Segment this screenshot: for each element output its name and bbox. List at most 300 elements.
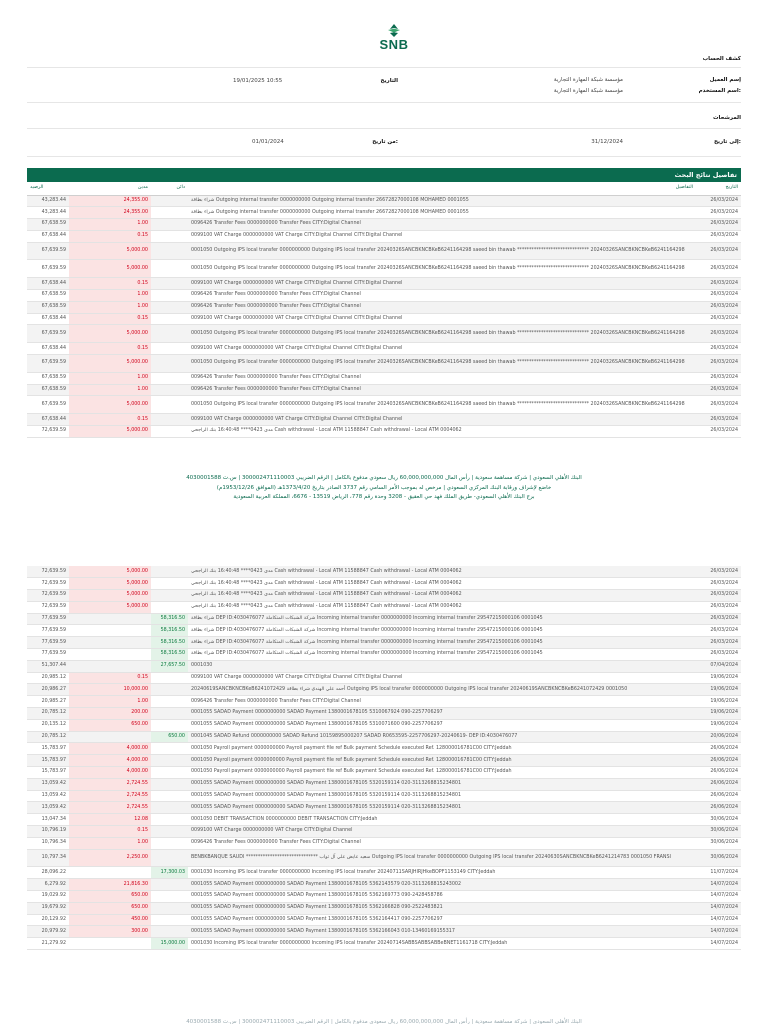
credit-cell: [151, 426, 188, 438]
details-cell: 0001050 Payroll payment 0000000000 Payroll payment file ref Bulk payment Schedule executed Ref. 128000016781C00 CITY:Jeddah: [188, 743, 696, 755]
date-cell: 26/06/2024: [696, 802, 741, 814]
balance-cell: 20,986.27: [27, 684, 69, 696]
debit-cell: 650.00: [69, 891, 151, 903]
date-cell: 30/06/2024: [696, 826, 741, 838]
debit-cell: 1.00: [69, 372, 151, 384]
table-row: [27, 290, 741, 302]
table-row: [27, 637, 741, 649]
details-cell: 0099100 VAT Charge 0000000000 VAT Charge CITY:Digital Channel CITY:Digital Channel: [188, 230, 696, 242]
credit-cell: [151, 242, 188, 260]
balance-cell: 67,639.59: [27, 242, 69, 260]
debit-cell: 2,724.55: [69, 790, 151, 802]
credit-cell: [151, 290, 188, 302]
credit-cell: [151, 384, 188, 396]
debit-cell: 0.15: [69, 672, 151, 684]
date-cell: 26/06/2024: [696, 790, 741, 802]
date-cell: 19/06/2024: [696, 708, 741, 720]
debit-cell: 1.00: [69, 384, 151, 396]
details-cell: 0001055 SADAD Payment 0000000000 SADAD Payment 1380001678105 5320159114 020-3113268815234801: [188, 778, 696, 790]
debit-cell: 300.00: [69, 926, 151, 938]
debit-cell: 4,000.00: [69, 743, 151, 755]
balance-cell: 67,639.59: [27, 325, 69, 343]
balance-cell: 10,796.34: [27, 837, 69, 849]
credit-cell: [151, 590, 188, 602]
date-cell: 14/07/2024: [696, 914, 741, 926]
divider: [27, 102, 741, 103]
debit-cell: 5,000.00: [69, 242, 151, 260]
table-row: [27, 914, 741, 926]
table-row: [27, 195, 741, 207]
balance-cell: 20,135.12: [27, 719, 69, 731]
debit-cell: 4,000.00: [69, 755, 151, 767]
details-cell: شراء بطاقة Outgoing internal transfer 0000000000 Outgoing internal transfer 26672827000108 MOHAMED 0001055: [188, 207, 696, 219]
filters-title: المرشحات: [712, 115, 741, 121]
footer-line-3: برج البنك الأهلي السعودي- طريق الملك فهد حي العقيق - 3208 وحدة رقم 778، الرياض 13519 - 6676، المملكة العربية السعودية: [233, 494, 535, 500]
date-cell: 26/03/2024: [696, 414, 741, 426]
table-row: [27, 625, 741, 637]
balance-cell: 67,638.59: [27, 372, 69, 384]
details-cell: 0099100 VAT Charge 0000000000 VAT Charge CITY:Digital Channel CITY:Digital Channel: [188, 278, 696, 290]
table-row: [27, 938, 741, 950]
debit-cell: [69, 625, 151, 637]
to-date-value: 31/12/2024: [591, 139, 623, 145]
debit-cell: [69, 637, 151, 649]
from-date-label: من تاريخ:: [372, 139, 398, 145]
balance-cell: 15,783.97: [27, 755, 69, 767]
credit-cell: [151, 814, 188, 826]
balance-cell: 19,029.92: [27, 891, 69, 903]
table-row: [27, 802, 741, 814]
date-cell: 26/03/2024: [696, 566, 741, 578]
debit-cell: 4,000.00: [69, 767, 151, 779]
balance-cell: 72,639.59: [27, 566, 69, 578]
credit-cell: [151, 396, 188, 414]
details-cell: 0001055 SADAD Payment 0000000000 SADAD Payment 1380001678105 5362169773 090-2428458786: [188, 891, 696, 903]
date-cell: 26/03/2024: [696, 290, 741, 302]
date-cell: 26/03/2024: [696, 384, 741, 396]
date-cell: 30/06/2024: [696, 849, 741, 867]
debit-cell: 24,355.00: [69, 207, 151, 219]
credit-cell: [151, 301, 188, 313]
balance-cell: 20,785.12: [27, 731, 69, 743]
date-cell: 26/03/2024: [696, 426, 741, 438]
details-cell: 0096426 Transfer Fees 0000000000 Transfer Fees CITY:Digital Channel: [188, 837, 696, 849]
debit-cell: 2,250.00: [69, 849, 151, 867]
table-row: [27, 826, 741, 838]
details-cell: مدى 0423**** 16:40:48 بنك الراجحي Cash withdrawal - Local ATM 11588847 Cash withdrawal - Local ATM 0004062: [188, 578, 696, 590]
balance-cell: 67,639.59: [27, 396, 69, 414]
balance-cell: 72,639.59: [27, 426, 69, 438]
balance-cell: 77,639.59: [27, 637, 69, 649]
debit-cell: 1.00: [69, 219, 151, 231]
credit-cell: [151, 837, 188, 849]
brand-name: SNB: [379, 37, 409, 52]
credit-cell: [151, 708, 188, 720]
details-cell: 0099100 VAT Charge 0000000000 VAT Charge CITY:Digital Channel CITY:Digital Channel: [188, 313, 696, 325]
details-cell: شراء بطاقة DEP ID:4030476077 شركة الشبكات المتكاملة Incoming internal transfer 0000000000 Incoming internal transfer 29547215000106 0001045: [188, 613, 696, 625]
table-row: [27, 790, 741, 802]
table-row: [27, 590, 741, 602]
bank-footer: [27, 474, 741, 503]
credit-cell: [151, 778, 188, 790]
date-cell: 26/03/2024: [696, 313, 741, 325]
table-row: [27, 313, 741, 325]
debit-cell: 24,355.00: [69, 195, 151, 207]
details-cell: مدى 0423**** 16:40:48 بنك الراجحي Cash withdrawal - Local ATM 11588847 Cash withdrawal - Local ATM 0004062: [188, 566, 696, 578]
table-row: [27, 355, 741, 373]
date-cell: 26/03/2024: [696, 396, 741, 414]
credit-cell: [151, 601, 188, 613]
table-row: [27, 613, 741, 625]
details-cell: 0001055 SADAD Payment 0000000000 SADAD Payment 1380001678105 5310071600 090-2257706297: [188, 719, 696, 731]
table-row: [27, 230, 741, 242]
balance-cell: 15,783.97: [27, 743, 69, 755]
balance-cell: 67,638.59: [27, 301, 69, 313]
balance-cell: 19,679.92: [27, 902, 69, 914]
balance-cell: 20,129.92: [27, 914, 69, 926]
date-label: التاريخ: [380, 78, 398, 84]
balance-cell: 67,638.59: [27, 384, 69, 396]
credit-cell: [151, 578, 188, 590]
credit-cell: [151, 719, 188, 731]
credit-cell: [151, 743, 188, 755]
balance-cell: 67,638.59: [27, 290, 69, 302]
results-title: تفاصيل نتائج البحث: [27, 168, 741, 182]
to-date-label: إلى تاريخ:: [714, 139, 741, 145]
table-row: [27, 372, 741, 384]
date-cell: 19/06/2024: [696, 696, 741, 708]
details-cell: 20240619SANCBKNCBKeB6241072429 أحمد علي الهندي شراء بطاقة Outgoing IPS local transfer 0000000000 Outgoing IPS local transfer 20240619SANCBKNCBKeB6241072429 0001050: [188, 684, 696, 696]
date-cell: 26/03/2024: [696, 601, 741, 613]
credit-cell: 650.00: [151, 731, 188, 743]
debit-cell: 650.00: [69, 902, 151, 914]
date-cell: 26/06/2024: [696, 755, 741, 767]
date-cell: 26/03/2024: [696, 649, 741, 661]
details-cell: 0001055 SADAD Payment 0000000000 SADAD Payment 1380001678105 5362166828 090-2522483821: [188, 902, 696, 914]
credit-cell: [151, 767, 188, 779]
table-row: [27, 325, 741, 343]
details-cell: مدى 0423**** 16:40:48 بنك الراجحي Cash withdrawal - Local ATM 11588847 Cash withdrawal - Local ATM 0004062: [188, 601, 696, 613]
details-cell: 0096426 Transfer Fees 0000000000 Transfer Fees CITY:Digital Channel: [188, 384, 696, 396]
date-cell: 26/03/2024: [696, 613, 741, 625]
date-value: 19/01/2025 10:55: [233, 78, 283, 84]
date-cell: 26/03/2024: [696, 590, 741, 602]
details-cell: 0001050 Outgoing IPS local transfer 0000000000 Outgoing IPS local transfer 20240326SANCBKNCBKeB6241164298 saeed bin thawab ****************************** 20240326SANCBKNCBKeB6241164298: [188, 242, 696, 260]
details-cell: 0096426 Transfer Fees 0000000000 Transfer Fees CITY:Digital Channel: [188, 219, 696, 231]
balance-cell: 51,307.44: [27, 660, 69, 672]
statement-title: كشف الحساب: [702, 56, 741, 62]
credit-cell: [151, 902, 188, 914]
debit-cell: 1.00: [69, 696, 151, 708]
details-cell: 0001030 Incoming IPS local transfer 0000000000 Incoming IPS local transfer 20240711SARJHIRJHkeBOPF1153149 CITY:Jeddah: [188, 867, 696, 879]
table-row: [27, 755, 741, 767]
credit-cell: [151, 566, 188, 578]
balance-cell: 77,639.59: [27, 625, 69, 637]
debit-cell: 650.00: [69, 719, 151, 731]
balance-cell: 20,985.27: [27, 696, 69, 708]
footer-line-1: البنك الأهلي السعودي | شركة مساهمة سعودية | رأس المال 60,000,000,000 ريال سعودي مدفوع بالكامل | الرقم الضريبي 300002471110003 | س.ت 4030001588: [186, 1019, 582, 1024]
balance-cell: 67,639.59: [27, 355, 69, 373]
transactions-table-page-2: [27, 566, 741, 950]
debit-cell: [69, 613, 151, 625]
date-cell: 30/06/2024: [696, 837, 741, 849]
credit-cell: [151, 926, 188, 938]
table-row: [27, 384, 741, 396]
credit-cell: [151, 826, 188, 838]
debit-cell: 0.15: [69, 278, 151, 290]
date-cell: 14/07/2024: [696, 891, 741, 903]
balance-cell: 13,059.42: [27, 790, 69, 802]
table-row: [27, 696, 741, 708]
table-header-row: [27, 182, 741, 195]
debit-cell: 10,000.00: [69, 684, 151, 696]
table-row: [27, 684, 741, 696]
credit-cell: [151, 219, 188, 231]
date-cell: 30/06/2024: [696, 814, 741, 826]
details-cell: 0001045 SADAD Refund 0000000000 SADAD Refund 10159895000207 SADAD R0653595-2257706297-20240619- DEP ID:4030476077: [188, 731, 696, 743]
details-cell: 0001050 Outgoing IPS local transfer 0000000000 Outgoing IPS local transfer 20240326SANCBKNCBKeB6241164298 saeed bin thawab ****************************** 20240326SANCBKNCBKeB6241164298: [188, 396, 696, 414]
balance-cell: 13,047.34: [27, 814, 69, 826]
balance-cell: 67,638.44: [27, 230, 69, 242]
details-cell: 0001050 DEBIT TRANSACTION 0000000000 DEBIT TRANSACTION CITY:Jeddah: [188, 814, 696, 826]
snb-emblem-icon: [385, 24, 403, 38]
credit-cell: [151, 372, 188, 384]
debit-cell: [69, 649, 151, 661]
date-cell: 26/03/2024: [696, 637, 741, 649]
credit-cell: 27,657.50: [151, 660, 188, 672]
date-header: التاريخ: [696, 182, 741, 195]
details-cell: BENBKBANQUE SAUDI ****************************** سعيد عايض علي آل ثواب Outgoing IPS local transfer 0000000000 Outgoing IPS local transfer 20240630SANCBKNCBKeB6241214783 0001050 FRANSI: [188, 849, 696, 867]
date-cell: 26/03/2024: [696, 207, 741, 219]
date-cell: 14/07/2024: [696, 879, 741, 891]
balance-cell: 43,283.44: [27, 195, 69, 207]
details-cell: 0001030: [188, 660, 696, 672]
table-row: [27, 278, 741, 290]
credit-cell: [151, 325, 188, 343]
divider: [27, 156, 741, 157]
table-row: [27, 343, 741, 355]
credit-cell: [151, 790, 188, 802]
credit-cell: [151, 260, 188, 278]
debit-cell: 2,724.55: [69, 802, 151, 814]
credit-cell: 58,316.50: [151, 625, 188, 637]
debit-cell: 200.00: [69, 708, 151, 720]
debit-cell: 0.15: [69, 414, 151, 426]
balance-cell: 67,638.44: [27, 313, 69, 325]
details-cell: 0001050 Payroll payment 0000000000 Payroll payment file ref Bulk payment Schedule executed Ref. 128000016781C00 CITY:Jeddah: [188, 767, 696, 779]
debit-cell: 1.00: [69, 290, 151, 302]
footer-line-1: البنك الأهلي السعودي | شركة مساهمة سعودية | رأس المال 60,000,000,000 ريال سعودي مدفوع بالكامل | الرقم الضريبي 300002471110003 | س.ت 4030001588: [186, 475, 582, 481]
details-cell: 0099100 VAT Charge 0000000000 VAT Charge CITY:Digital Channel: [188, 826, 696, 838]
details-cell: 0099100 VAT Charge 0000000000 VAT Charge CITY:Digital Channel CITY:Digital Channel: [188, 672, 696, 684]
date-cell: 14/07/2024: [696, 926, 741, 938]
user-label: اسم المستخدم:: [698, 88, 741, 94]
date-cell: 14/07/2024: [696, 902, 741, 914]
balance-cell: 72,639.59: [27, 578, 69, 590]
debit-header: مدين: [69, 182, 151, 195]
table-row: [27, 566, 741, 578]
credit-cell: [151, 755, 188, 767]
details-cell: 0099100 VAT Charge 0000000000 VAT Charge CITY:Digital Channel CITY:Digital Channel: [188, 414, 696, 426]
table-row: [27, 242, 741, 260]
debit-cell: 12.08: [69, 814, 151, 826]
details-cell: مدى 0423**** 16:40:48 بنك الراجحي Cash withdrawal - Local ATM 11588847 Cash withdrawal - Local ATM 0004062: [188, 590, 696, 602]
date-cell: 26/03/2024: [696, 230, 741, 242]
table-row: [27, 767, 741, 779]
table-row: [27, 778, 741, 790]
table-row: [27, 743, 741, 755]
table-row: [27, 879, 741, 891]
date-cell: 26/03/2024: [696, 301, 741, 313]
date-cell: 14/07/2024: [696, 938, 741, 950]
credit-cell: [151, 684, 188, 696]
details-cell: شراء بطاقة Outgoing internal transfer 0000000000 Outgoing internal transfer 26672827000108 MOHAMED 0001055: [188, 195, 696, 207]
debit-cell: 5,000.00: [69, 566, 151, 578]
table-row: [27, 601, 741, 613]
table-row: [27, 867, 741, 879]
balance-cell: 10,796.19: [27, 826, 69, 838]
credit-cell: [151, 414, 188, 426]
balance-cell: 10,797.34: [27, 849, 69, 867]
table-row: [27, 719, 741, 731]
balance-cell: 13,059.42: [27, 778, 69, 790]
details-cell: 0001055 SADAD Payment 0000000000 SADAD Payment 1380001678105 5362164417 090-2257706297: [188, 914, 696, 926]
from-date-value: 01/01/2024: [252, 139, 284, 145]
table-row: [27, 660, 741, 672]
date-cell: 26/03/2024: [696, 278, 741, 290]
balance-cell: 67,638.59: [27, 219, 69, 231]
details-cell: 0096426 Transfer Fees 0000000000 Transfer Fees CITY:Digital Channel: [188, 301, 696, 313]
date-cell: 26/03/2024: [696, 625, 741, 637]
credit-cell: [151, 879, 188, 891]
balance-cell: 20,985.12: [27, 672, 69, 684]
divider: [27, 67, 741, 68]
table-row: [27, 219, 741, 231]
details-cell: مدى 0423**** 16:40:48 بنك الراجحي Cash withdrawal - Local ATM 11588847 Cash withdrawal - Local ATM 0004062: [188, 426, 696, 438]
debit-cell: 0.15: [69, 230, 151, 242]
table-row: [27, 207, 741, 219]
table-row: [27, 902, 741, 914]
table-row: [27, 849, 741, 867]
debit-cell: [69, 660, 151, 672]
debit-cell: 5,000.00: [69, 578, 151, 590]
credit-cell: [151, 672, 188, 684]
debit-cell: 5,000.00: [69, 590, 151, 602]
table-row: [27, 578, 741, 590]
balance-cell: 15,783.97: [27, 767, 69, 779]
balance-header: الرصيد: [27, 182, 69, 195]
debit-cell: 5,000.00: [69, 260, 151, 278]
date-cell: 26/03/2024: [696, 219, 741, 231]
date-cell: 20/06/2024: [696, 731, 741, 743]
debit-cell: 2,724.55: [69, 778, 151, 790]
date-cell: 19/06/2024: [696, 672, 741, 684]
credit-cell: 58,316.50: [151, 637, 188, 649]
details-cell: 0001050 Payroll payment 0000000000 Payroll payment file ref Bulk payment Schedule executed Ref. 128000016781C00 CITY:Jeddah: [188, 755, 696, 767]
date-cell: 26/03/2024: [696, 355, 741, 373]
credit-cell: [151, 891, 188, 903]
divider: [27, 128, 741, 129]
credit-cell: [151, 230, 188, 242]
credit-cell: [151, 914, 188, 926]
debit-cell: 0.15: [69, 313, 151, 325]
date-cell: 26/06/2024: [696, 778, 741, 790]
credit-cell: [151, 207, 188, 219]
credit-cell: [151, 343, 188, 355]
table-row: [27, 708, 741, 720]
debit-cell: [69, 731, 151, 743]
debit-cell: [69, 938, 151, 950]
date-cell: 26/03/2024: [696, 195, 741, 207]
transactions-table-page-1: [27, 182, 741, 438]
debit-cell: 21,816.30: [69, 879, 151, 891]
date-cell: 26/03/2024: [696, 242, 741, 260]
debit-cell: [69, 867, 151, 879]
balance-cell: 77,639.59: [27, 649, 69, 661]
details-cell: شراء بطاقة DEP ID:4030476077 شركة الشبكات المتكاملة Incoming internal transfer 0000000000 Incoming internal transfer 29547215000106 0001045: [188, 649, 696, 661]
details-cell: 0001050 Outgoing IPS local transfer 0000000000 Outgoing IPS local transfer 20240326SANCBKNCBKeB6241164298 saeed bin thawab ****************************** 20240326SANCBKNCBKeB6241164298: [188, 260, 696, 278]
credit-header: دائن: [151, 182, 188, 195]
table-row: [27, 814, 741, 826]
credit-cell: [151, 802, 188, 814]
details-cell: 0099100 VAT Charge 0000000000 VAT Charge CITY:Digital Channel CITY:Digital Channel: [188, 343, 696, 355]
details-cell: 0096426 Transfer Fees 0000000000 Transfer Fees CITY:Digital Channel: [188, 696, 696, 708]
table-row: [27, 426, 741, 438]
details-cell: 0096426 Transfer Fees 0000000000 Transfer Fees CITY:Digital Channel: [188, 372, 696, 384]
credit-cell: 17,300.03: [151, 867, 188, 879]
bank-footer-page-2: [27, 1018, 741, 1024]
user-value: مؤسسة شبكة المهارة التجارية: [553, 88, 623, 94]
details-cell: 0001050 Outgoing IPS local transfer 0000000000 Outgoing IPS local transfer 20240326SANCBKNCBKeB6241164298 saeed bin thawab ****************************** 20240326SANCBKNCBKeB6241164298: [188, 325, 696, 343]
debit-cell: 5,000.00: [69, 396, 151, 414]
credit-cell: [151, 313, 188, 325]
details-cell: 0001030 Incoming IPS local transfer 0000000000 Incoming IPS local transfer 20240714SABBSABBSABBeBNET1161718 CITY:Jeddah: [188, 938, 696, 950]
credit-cell: [151, 195, 188, 207]
details-cell: 0001055 SADAD Payment 0000000000 SADAD Payment 1380001678105 5320159114 020-3113268815234801: [188, 802, 696, 814]
balance-cell: 20,979.92: [27, 926, 69, 938]
table-row: [27, 891, 741, 903]
details-cell: شراء بطاقة DEP ID:4030476077 شركة الشبكات المتكاملة Incoming internal transfer 0000000000 Incoming internal transfer 29547215000106 0001045: [188, 625, 696, 637]
balance-cell: 28,096.22: [27, 867, 69, 879]
balance-cell: 6,279.92: [27, 879, 69, 891]
debit-cell: 5,000.00: [69, 355, 151, 373]
details-cell: 0001055 SADAD Payment 0000000000 SADAD Payment 1380001678105 5362166043 010-13460169155317: [188, 926, 696, 938]
balance-cell: 43,283.44: [27, 207, 69, 219]
debit-cell: 5,000.00: [69, 601, 151, 613]
balance-cell: 21,279.92: [27, 938, 69, 950]
debit-cell: 5,000.00: [69, 426, 151, 438]
balance-cell: 67,638.44: [27, 278, 69, 290]
date-cell: 19/06/2024: [696, 719, 741, 731]
table-row: [27, 260, 741, 278]
credit-cell: 58,316.50: [151, 649, 188, 661]
customer-value: مؤسسة شبكة المهارة التجارية: [553, 77, 623, 83]
balance-cell: 72,639.59: [27, 601, 69, 613]
date-cell: 26/03/2024: [696, 343, 741, 355]
table-row: [27, 396, 741, 414]
table-row: [27, 837, 741, 849]
debit-cell: 450.00: [69, 914, 151, 926]
date-cell: 26/03/2024: [696, 578, 741, 590]
balance-cell: 13,059.42: [27, 802, 69, 814]
table-row: [27, 926, 741, 938]
details-cell: 0096426 Transfer Fees 0000000000 Transfer Fees CITY:Digital Channel: [188, 290, 696, 302]
credit-cell: [151, 355, 188, 373]
footer-line-2: خاضع لإشراف ورقابة البنك المركزي السعودي | مرخص له بموجب الأمر السامي رقم 3737 الصادر بتاريخ 1373/4/20هـ (الموافق 1953/12/26م): [216, 484, 552, 491]
date-cell: 26/06/2024: [696, 767, 741, 779]
debit-cell: 1.00: [69, 837, 151, 849]
debit-cell: 0.15: [69, 343, 151, 355]
